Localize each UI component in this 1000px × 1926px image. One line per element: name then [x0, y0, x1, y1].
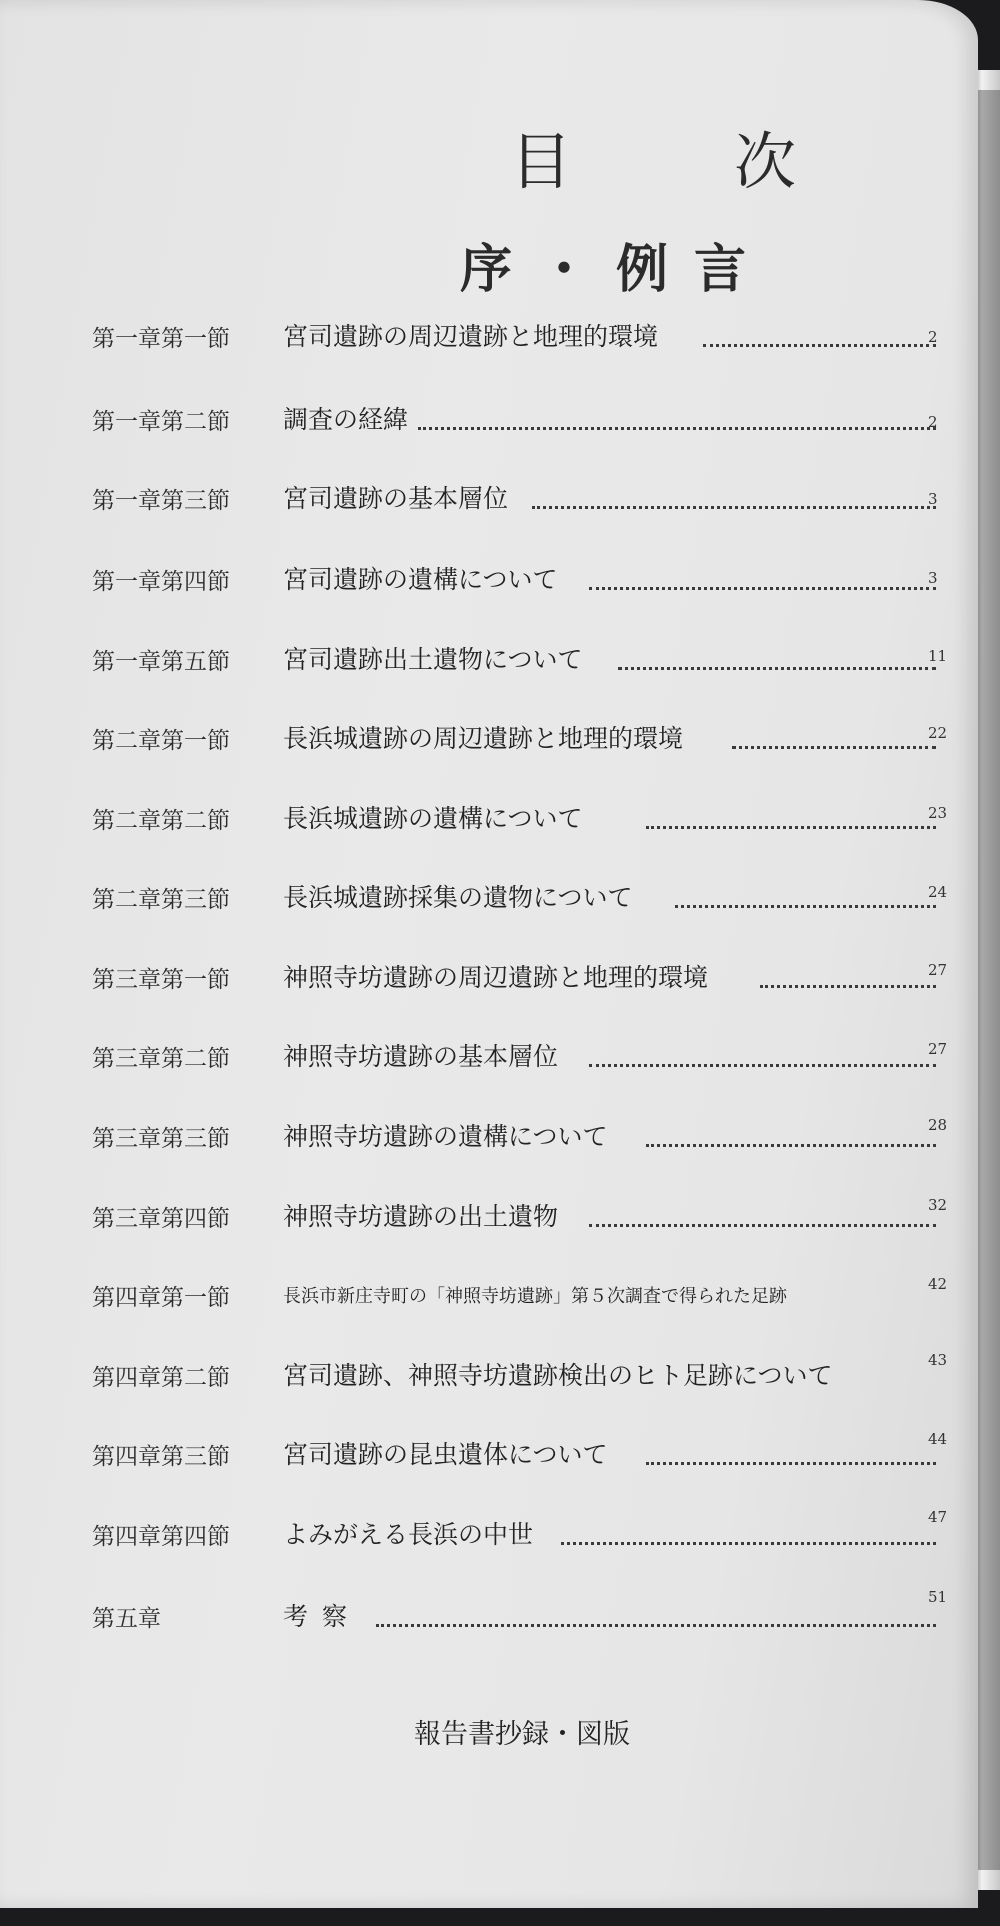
toc-title: 長浜市新庄寺町の「神照寺坊遺跡」第５次調査で得られた足跡: [283, 1286, 787, 1307]
toc-title: 宮司遺跡の周辺遺跡と地理的環境: [283, 322, 659, 351]
toc-chapter: 第五章: [92, 1606, 161, 1632]
toc-title: 宮司遺跡の基本層位: [283, 484, 509, 513]
toc-chapter: 第四章第二節: [92, 1365, 230, 1391]
toc-entry: [0, 397, 978, 447]
toc-page-number: 3: [928, 569, 938, 587]
toc-entry: [0, 1353, 978, 1403]
page-title: 目 次: [510, 125, 847, 198]
toc-entry: [0, 1114, 978, 1164]
toc-chapter: 第一章第一節: [92, 326, 230, 352]
toc-page-number: 47: [928, 1508, 948, 1526]
toc-page-number: 32: [928, 1196, 948, 1214]
toc-title: 神照寺坊遺跡の遺構について: [283, 1122, 608, 1151]
toc-page-number: 23: [928, 804, 948, 822]
toc-entry: [0, 955, 978, 1005]
toc-title: 長浜城遺跡の遺構について: [283, 804, 583, 833]
toc-leader-dots: [376, 1598, 936, 1627]
toc-page-number: 2: [928, 328, 938, 346]
toc-entry: [0, 476, 978, 526]
toc-leader-dots: [646, 800, 936, 829]
toc-leader-dots: [646, 1118, 936, 1147]
toc-chapter: 第一章第五節: [92, 649, 230, 675]
toc-entry: [0, 1588, 978, 1644]
toc-chapter: 第四章第四節: [92, 1524, 230, 1550]
toc-page-number: 42: [928, 1275, 948, 1293]
toc-chapter: 第二章第二節: [92, 808, 230, 834]
toc-entry: [0, 1508, 978, 1562]
toc-entry: [0, 637, 978, 687]
toc-chapter: 第一章第三節: [92, 488, 230, 514]
toc-title: 調査の経緯: [283, 405, 409, 434]
toc-page-number: 11: [928, 647, 948, 665]
preface-heading: 序・例言: [460, 240, 773, 300]
toc-page-number: 3: [928, 490, 938, 508]
toc-leader-dots: [589, 1038, 936, 1067]
toc-title: 考察: [283, 1602, 362, 1631]
toc-entry: [0, 1273, 978, 1323]
toc-page-number: 51: [928, 1588, 948, 1606]
toc-entry: [0, 557, 978, 607]
toc-page-number: 24: [928, 883, 948, 901]
toc-page-number: 2: [928, 413, 938, 431]
toc-entry: [0, 1194, 978, 1244]
toc-entry: [0, 1034, 978, 1084]
toc-title: 宮司遺跡、神照寺坊遺跡検出のヒト足跡について: [283, 1361, 833, 1390]
toc-leader-dots: [589, 1198, 936, 1227]
toc-leader-dots: [675, 879, 936, 908]
toc-leader-dots: [532, 480, 936, 509]
toc-chapter: 第二章第一節: [92, 728, 230, 754]
toc-page-number: 44: [928, 1430, 948, 1448]
toc-entry: [0, 796, 978, 846]
toc-leader-dots: [760, 959, 936, 988]
toc-leader-dots: [561, 1516, 936, 1545]
toc-title: 宮司遺跡の遺構について: [283, 565, 558, 594]
toc-title: 神照寺坊遺跡の基本層位: [283, 1042, 559, 1071]
toc-page-number: 27: [928, 1040, 948, 1058]
toc-title: 宮司遺跡の昆虫遺体について: [283, 1440, 608, 1469]
toc-leader-dots: [418, 401, 936, 430]
toc-chapter: 第一章第四節: [92, 569, 230, 595]
toc-chapter: 第三章第四節: [92, 1206, 230, 1232]
toc-leader-dots: [589, 561, 936, 590]
toc-entry: [0, 1432, 978, 1482]
toc-entry: [0, 314, 978, 364]
toc-page-number: 27: [928, 961, 948, 979]
toc-title: 長浜城遺跡の周辺遺跡と地理的環境: [283, 724, 684, 753]
toc-chapter: 第四章第一節: [92, 1285, 230, 1311]
toc-title: よみがえる長浜の中世: [283, 1520, 534, 1549]
toc-title: 神照寺坊遺跡の出土遺物: [283, 1202, 559, 1231]
toc-chapter: 第一章第二節: [92, 409, 230, 435]
toc-page-number: 22: [928, 724, 948, 742]
toc-chapter: 第二章第三節: [92, 887, 230, 913]
book-cover-shadow: [978, 90, 1000, 1870]
toc-chapter: 第三章第三節: [92, 1126, 230, 1152]
toc-leader-dots: [703, 318, 936, 347]
toc-title: 神照寺坊遺跡の周辺遺跡と地理的環境: [283, 963, 709, 992]
appendix-heading: 報告書抄録・図版: [414, 1719, 630, 1750]
toc-entry: [0, 716, 978, 766]
toc-chapter: 第三章第二節: [92, 1046, 230, 1072]
toc-page-number: 43: [928, 1351, 948, 1369]
toc-leader-dots: [646, 1436, 936, 1465]
toc-entry: [0, 875, 978, 925]
toc-title: 宮司遺跡出土遺物について: [283, 645, 583, 674]
toc-chapter: 第四章第三節: [92, 1444, 230, 1470]
toc-leader-dots: [618, 641, 936, 670]
toc-chapter: 第三章第一節: [92, 967, 230, 993]
toc-leader-dots: [732, 720, 936, 749]
toc-title: 長浜城遺跡採集の遺物について: [283, 883, 633, 912]
toc-page-number: 28: [928, 1116, 948, 1134]
